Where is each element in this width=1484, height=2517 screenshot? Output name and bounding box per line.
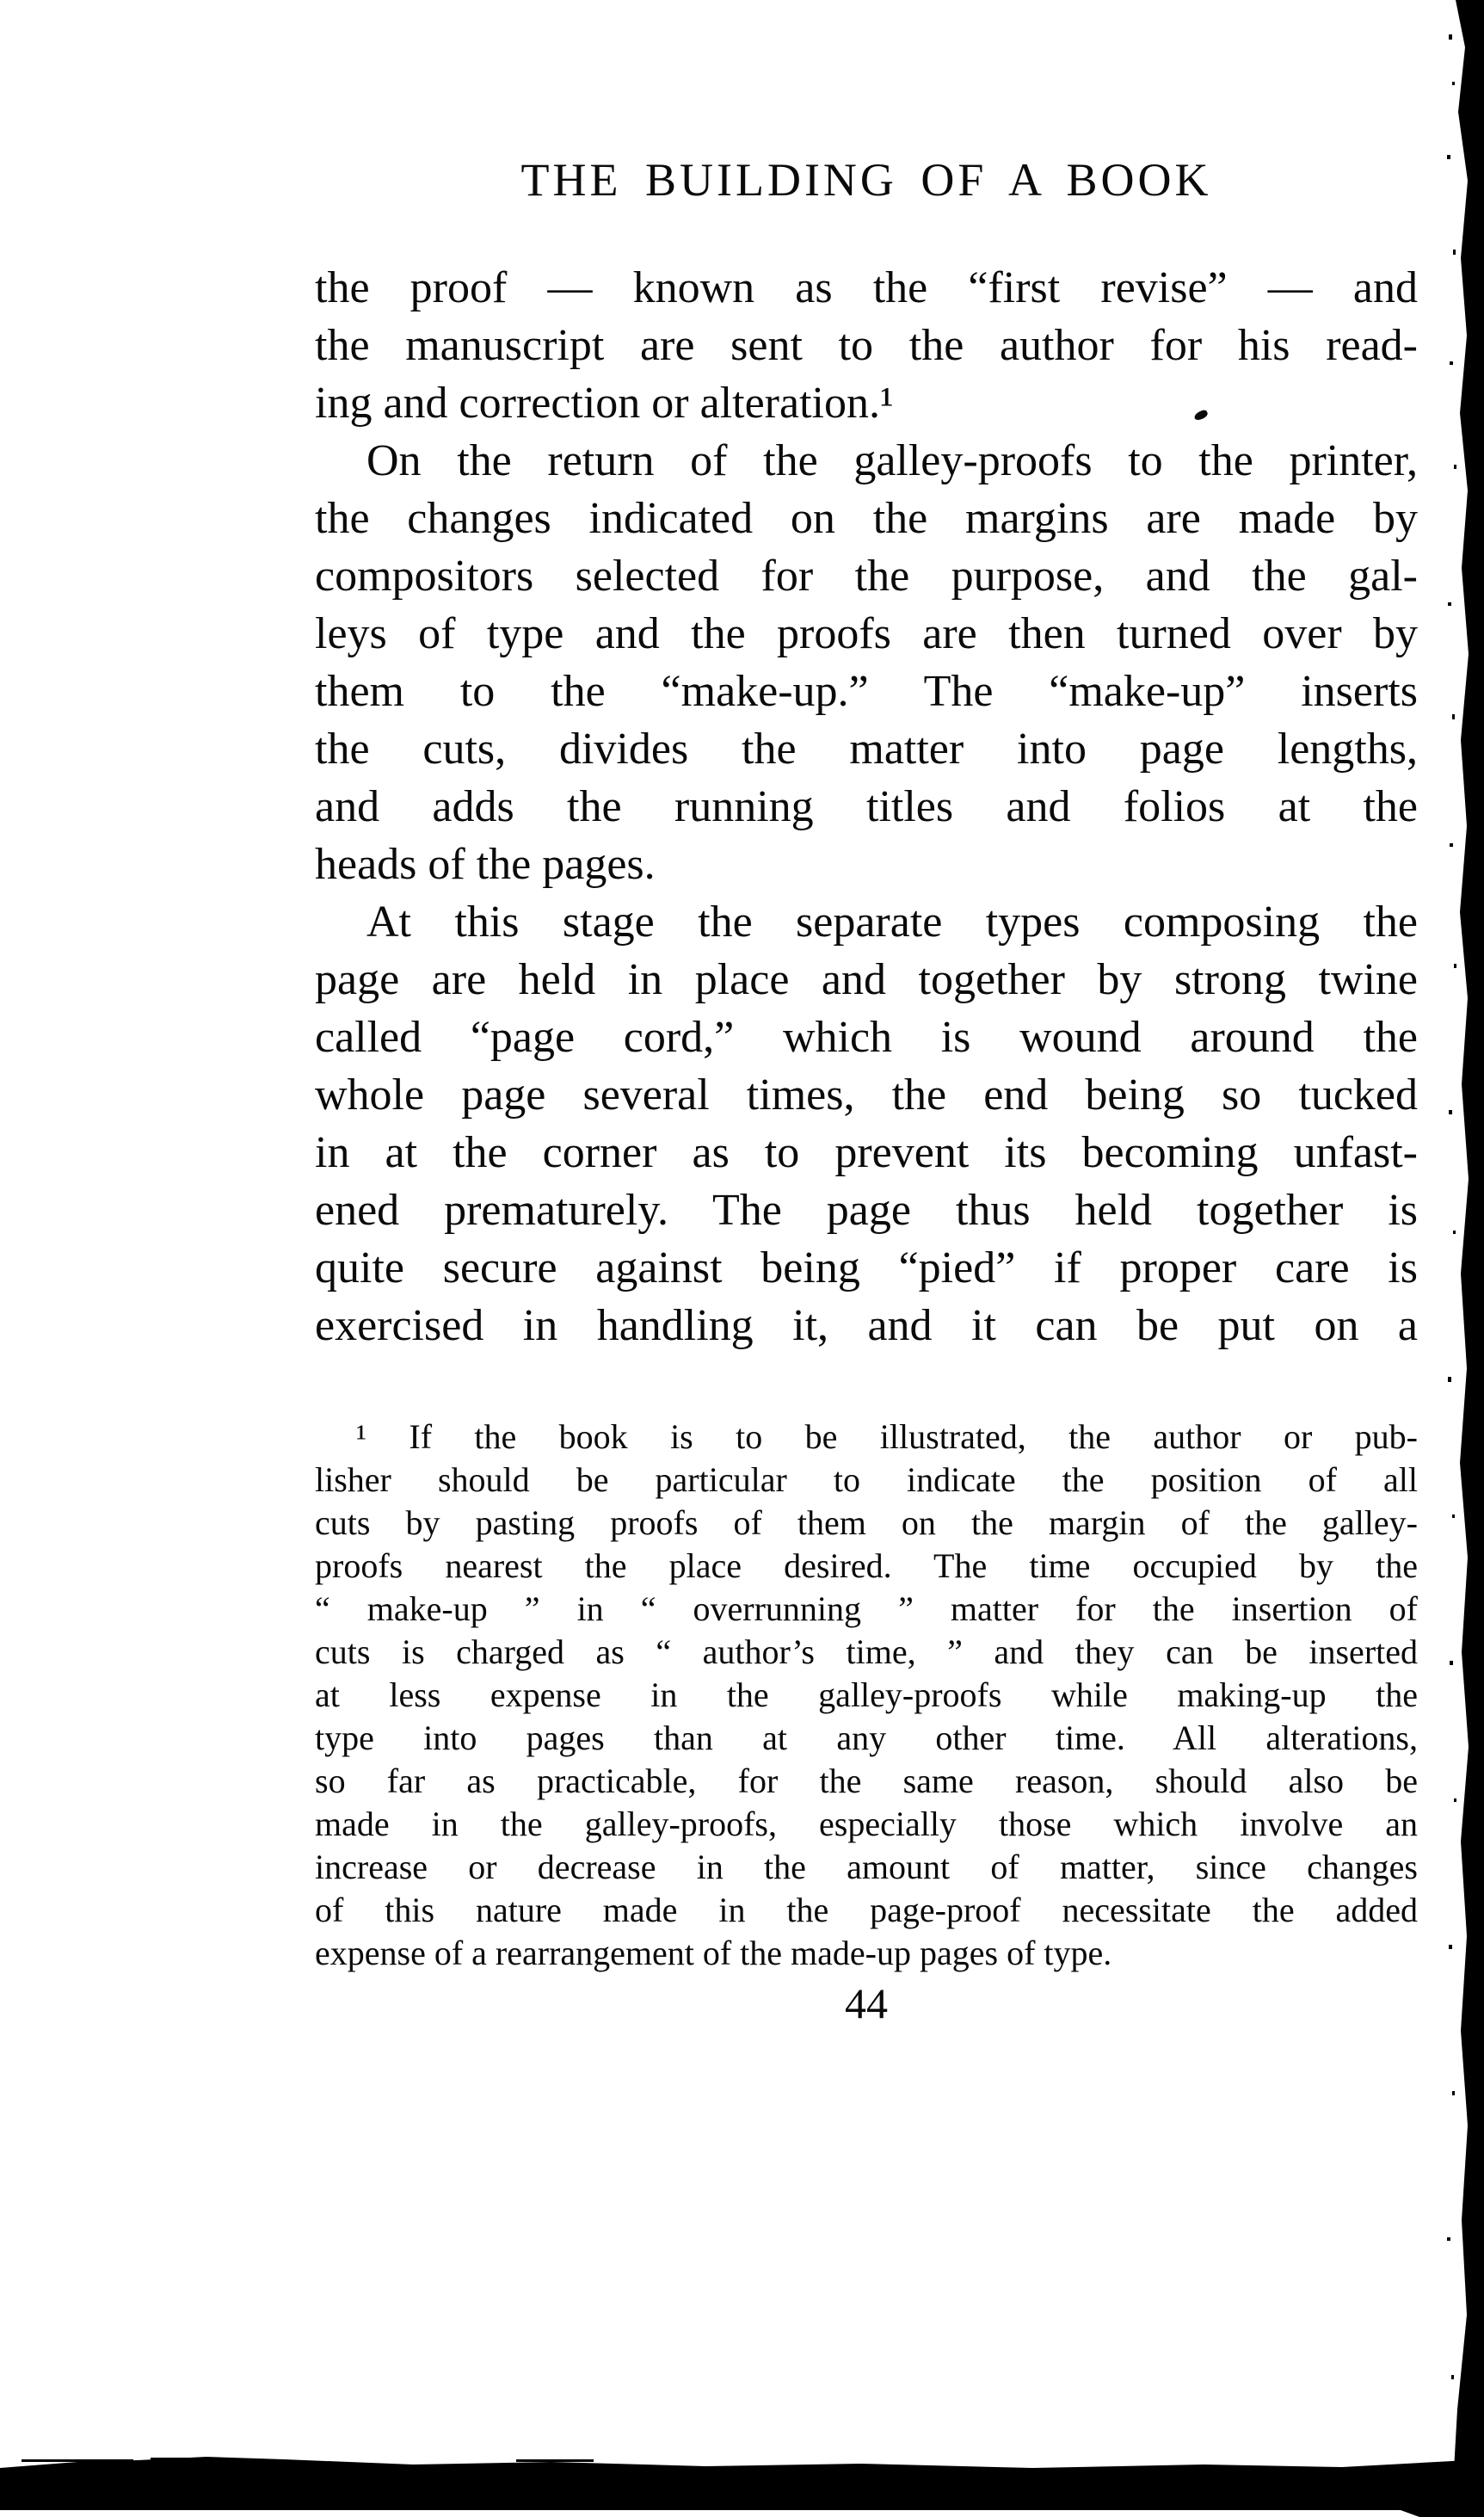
body-line: ing and correction or alteration.¹ (315, 379, 894, 428)
body-line: On the return of the galley-proofs to the printer, (366, 436, 1418, 485)
body-line: and adds the running titles and folios at the (315, 782, 1418, 831)
footnote-line: lisher should be particular to indicate the position of all (315, 1460, 1418, 1499)
body-text-block (315, 259, 1418, 1354)
footnote-line: cuts is charged as “ author’s time, ” and they can be inserted (315, 1632, 1418, 1671)
body-line: them to the “make-up.” The “make-up” inserts (315, 667, 1418, 716)
footnote-line: ¹ If the book is to be illustrated, the author or pub- (356, 1417, 1418, 1456)
footnote-line: “ make-up ” in “ overrunning ” matter for the insertion of (315, 1589, 1418, 1628)
footnote-line: type into pages than at any other time. All alterations, (315, 1718, 1418, 1757)
running-head: THE BUILDING OF A BOOK (520, 154, 1212, 206)
footnote-line: increase or decrease in the amount of matter, since changes (315, 1848, 1418, 1886)
footnote-line: expense of a rearrangement of the made-up pages of type. (315, 1934, 1112, 1972)
body-line: leys of type and the proofs are then turned over by (315, 609, 1418, 658)
body-line: ened prematurely. The page thus held together is (315, 1186, 1418, 1235)
body-line: quite secure against being “pied” if proper care is (315, 1243, 1418, 1292)
footnote-line: proofs nearest the place desired. The time occupied by the (315, 1546, 1418, 1585)
body-line: compositors selected for the purpose, and the gal- (315, 552, 1418, 601)
body-line: the changes indicated on the margins are made by (315, 494, 1418, 543)
body-line: the manuscript are sent to the author for his read- (315, 321, 1418, 370)
bottom-edge-band (0, 2457, 1484, 2517)
body-line: the proof — known as the “first revise” — and (315, 263, 1418, 312)
body-line: the cuts, divides the matter into page lengths, (315, 725, 1418, 774)
footnote-line: at less expense in the galley-proofs while making-up the (315, 1675, 1418, 1714)
body-line: page are held in place and together by strong twine (315, 955, 1418, 1004)
body-line: exercised in handling it, and it can be put on a (315, 1301, 1418, 1350)
body-line: heads of the pages. (315, 840, 656, 889)
right-edge-band (1454, 0, 1484, 2517)
bottom-band-hairlines (22, 2458, 594, 2462)
footnote-block (315, 1416, 1418, 1975)
footnote-line: of this nature made in the page-proof necessitate the added (315, 1891, 1418, 1929)
footnote-line: made in the galley-proofs, especially those which involve an (315, 1804, 1418, 1843)
footnote-line: cuts by pasting proofs of them on the margin of the galley- (315, 1503, 1418, 1542)
body-line: in at the corner as to prevent its becoming unfast- (315, 1128, 1418, 1177)
body-line: whole page several times, the end being so tucked (315, 1070, 1418, 1120)
footnote-line: so far as practicable, for the same reason, should also be (315, 1761, 1418, 1800)
body-line: At this stage the separate types composing the (366, 898, 1418, 947)
body-line: called “page cord,” which is wound around the (315, 1013, 1418, 1062)
edge-noise-dots (1447, 34, 1456, 2379)
page-number: 44 (845, 1979, 888, 2027)
